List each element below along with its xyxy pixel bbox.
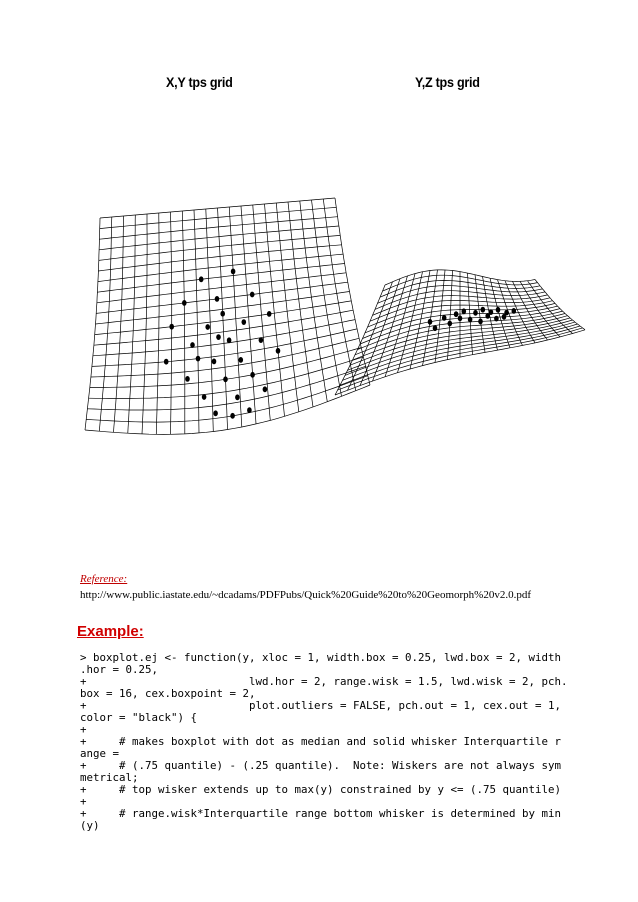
reference-label: Reference: [80, 573, 128, 585]
grid-line-vertical [276, 203, 299, 412]
landmark-dot [216, 334, 221, 340]
landmark-dot [478, 319, 483, 325]
landmark-dot [215, 296, 220, 302]
landmark-dot [242, 319, 247, 325]
landmark-dot [220, 311, 225, 317]
grid-line-vertical [171, 212, 172, 434]
landmark-dot [502, 314, 507, 320]
landmark-dot [494, 316, 499, 322]
landmark-dot [231, 269, 236, 275]
grid-line-vertical [505, 281, 535, 343]
landmark-dot [442, 315, 447, 321]
landmark-dot [276, 348, 281, 354]
landmark-dot [448, 321, 453, 327]
landmark-dot [250, 292, 255, 298]
grid-line-horizontal [100, 198, 335, 218]
grid-line-vertical [128, 215, 136, 433]
landmark-dot [428, 319, 433, 325]
landmark-dot [512, 308, 517, 314]
reference-url[interactable]: http://www.public.iastate.edu/~dcadams/PDFPubs/Quick%20Guide%20to%20Geomorph%20v2.0.pdf [80, 589, 531, 601]
yz-tps-grid [330, 230, 590, 450]
landmark-dot [230, 413, 235, 419]
landmark-dot [259, 337, 264, 343]
grid-line-vertical [206, 209, 214, 432]
landmark-dot [239, 357, 244, 363]
landmark-dot [263, 386, 268, 392]
landmark-dot [223, 376, 228, 382]
left-figure-title: X,Y tps grid [166, 74, 233, 90]
landmark-dot [196, 356, 201, 362]
landmark-dot [235, 394, 240, 400]
landmark-dot [458, 315, 463, 321]
landmark-dot [213, 410, 218, 416]
grid-line-vertical [241, 206, 256, 424]
landmark-dot [485, 313, 490, 319]
landmark-dot [462, 308, 467, 314]
landmark-dot [247, 407, 252, 413]
landmark-dot [473, 310, 478, 316]
grid-line-vertical [114, 216, 124, 432]
landmark-dot [164, 359, 169, 365]
grid-line-vertical [182, 211, 185, 434]
landmark-dot [212, 359, 217, 365]
landmark-dot [250, 372, 255, 378]
grid-line-vertical [229, 207, 242, 427]
landmark-dot [433, 325, 438, 331]
landmark-dot [454, 311, 459, 317]
landmark-dot [267, 311, 272, 317]
landmark-dot [185, 376, 190, 382]
landmark-dot [202, 394, 207, 400]
grid-line-vertical [218, 208, 228, 430]
code-block: > boxplot.ej <- function(y, xloc = 1, width.box = 0.25, lwd.box = 2, width .hor = 0.25, + lwd.hor = 2, range.wisk = 1.5, lwd.wisk = 2, pch. box = 16, cex.boxpoint = 2, + plot.outliers = FALSE, pch.out = 1, cex.out = 1, color = "black") { + + # makes boxplot with dot as median and solid whisker Interquartile r ange = + # (.75 quantile) - (.25 quantile). Note: Wiskers are not always sym metrical; + # top wisker extends up to max(y) constrained by y <= (.75 quantile) + + # range.wisk*Interquartile range bottom whisker is determined by min (y) [80, 651, 568, 832]
grid-line-vertical [156, 213, 159, 434]
landmark-dot [169, 324, 174, 330]
landmark-dot [468, 317, 473, 323]
landmark-dot [199, 276, 204, 282]
landmark-dot [496, 307, 501, 313]
grid-line-vertical [300, 201, 328, 402]
landmark-dot [481, 307, 486, 313]
grid-line-vertical [194, 210, 199, 433]
grid-line-vertical [398, 272, 423, 373]
landmark-dot [205, 324, 210, 330]
grid-line-vertical [335, 285, 385, 395]
right-figure-title: Y,Z tps grid [415, 74, 480, 90]
landmark-dot [182, 300, 187, 306]
grid-line-vertical [288, 202, 313, 407]
example-heading: Example: [77, 623, 144, 640]
grid-line-vertical [142, 214, 147, 434]
landmark-dot [190, 342, 195, 348]
landmark-dot [227, 337, 232, 343]
